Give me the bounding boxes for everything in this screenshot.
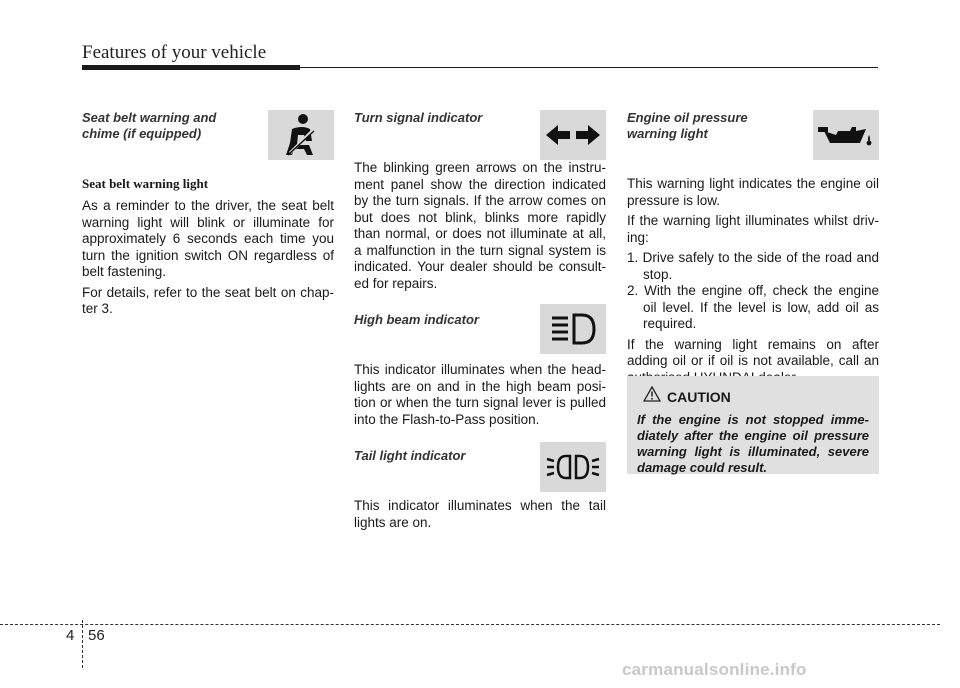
watermark: carmanualsonline.info <box>622 660 807 679</box>
engine-oil-step-1: 1. Drive safely to the side of the road and stop. <box>627 250 879 282</box>
high-beam-text: This indicator illuminates when the head-lights are on and in the high beam posi-tion or when the turn signal lever is pulled into the Flash-to-Pass position. <box>354 362 606 427</box>
tail-light-text: This indicator illuminates when the tail lights are on. <box>354 498 606 530</box>
header-rule-thick <box>82 65 300 70</box>
caution-title: CAUTION <box>667 388 731 405</box>
column-indicators <box>354 110 606 535</box>
section-seat-belt <box>82 110 334 176</box>
turn-signal-arrows-icon <box>540 110 606 160</box>
page-chapter: 4 <box>66 627 75 644</box>
engine-oil-paragraph-1: This warning light indicates the engine oil pressure is low. <box>627 176 879 208</box>
page-header-title: Features of your vehicle <box>82 42 267 63</box>
seatbelt-icon <box>268 110 334 160</box>
page-number: 56 <box>88 627 105 644</box>
section-tail-light <box>354 448 606 498</box>
seat-belt-subheading: Seat belt warning light <box>82 176 209 191</box>
high-beam-heading: High beam indicator <box>354 312 479 327</box>
engine-oil-step-2: 2. With the engine off, check the engine oil level. If the level is low, add oil as required. <box>627 283 879 331</box>
caution-header <box>643 386 869 407</box>
footer-divider <box>82 620 83 668</box>
tail-light-heading: Tail light indicator <box>354 448 466 463</box>
engine-oil-paragraph-3: If the warning light remains on after adding oil or if oil is not available, call an <box>627 336 879 368</box>
turn-signal-text: The blinking green arrows on the instru-ment panel show the direction indicated by the turn signals. If the arrow comes on but does not blink, blinks more rapidly than normal, or does not illuminate at all, a malfunction in the turn signal system is indicated. Your dealer should be consult-ed for repairs. <box>354 160 606 291</box>
caution-box <box>627 376 879 474</box>
column-seat-belt <box>82 110 334 322</box>
warning-triangle-icon <box>643 386 661 407</box>
engine-oil-steps <box>627 250 879 333</box>
section-high-beam <box>354 312 606 362</box>
seat-belt-paragraph-2: For details, refer to the seat belt on chap-ter 3. <box>82 284 334 316</box>
seat-belt-heading: Seat belt warning and chime (if equipped) <box>82 110 217 141</box>
footer-rule <box>0 624 940 625</box>
section-engine-oil <box>627 110 879 176</box>
tail-light-icon <box>540 442 606 492</box>
header-rule-thin <box>300 67 878 68</box>
engine-oil-heading: Engine oil pressure warning light <box>627 110 748 141</box>
section-turn-signal <box>354 110 606 160</box>
oil-can-icon <box>813 110 879 160</box>
column-engine-oil <box>627 110 879 390</box>
turn-signal-heading: Turn signal indicator <box>354 110 483 125</box>
high-beam-icon <box>540 304 606 354</box>
seat-belt-paragraph-1: As a reminder to the driver, the seat belt warning light will blink or illuminate for approximately 6 seconds each time you turn the ignition switch ON regardless of belt fastening. <box>82 198 334 279</box>
engine-oil-paragraph-2: If the warning light illuminates whilst driv-ing: <box>627 213 879 245</box>
caution-text: If the engine is not stopped imme-diately after the engine oil pressure warning light is illuminated, severe damage could result. <box>637 412 869 475</box>
